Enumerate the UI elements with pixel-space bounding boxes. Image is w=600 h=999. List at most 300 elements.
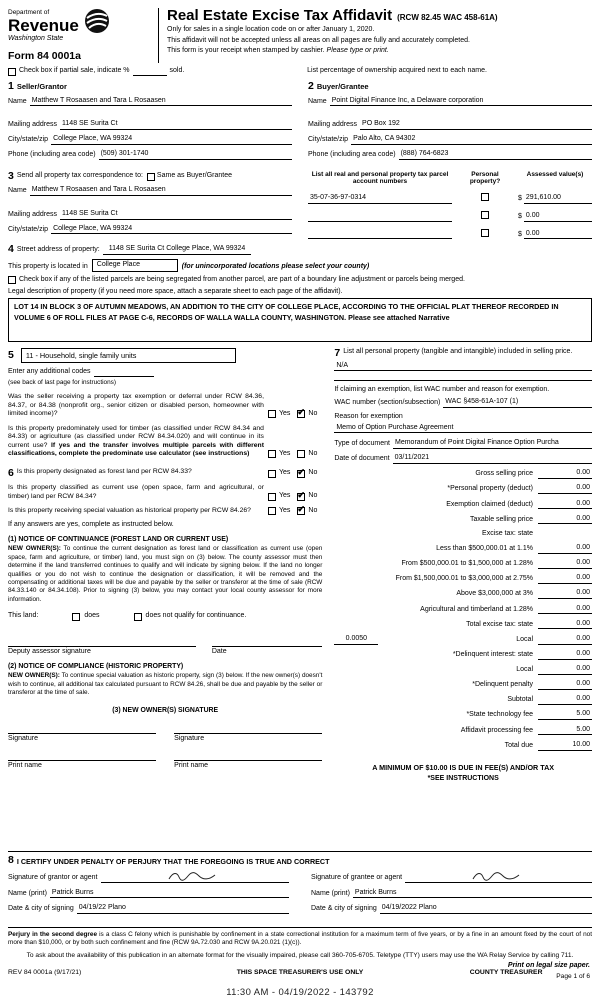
grantor-name-label: Name (print) (8, 889, 47, 897)
signature-label: Signature (8, 735, 38, 743)
grantee-certify-col (311, 871, 592, 921)
money-value-field[interactable]: 5.00 (538, 726, 592, 736)
money-label: *Delinquent penalty (472, 681, 533, 689)
personal-property-checkbox-2[interactable] (481, 211, 489, 219)
reason-field[interactable]: Memo of Option Purchase Agreement (334, 424, 592, 434)
grantor-signature-icon (167, 871, 223, 882)
timber-question-text: Is this property predominately used for timber (as classified under RCW 84.34 and 84.33) or agriculture (as classified under RCW 84.34.020) and will continue in its current use? (8, 424, 264, 449)
new-owner-signatures (8, 723, 322, 777)
checkbox-mark: ✔ (297, 466, 305, 477)
money-row-subtotal (334, 695, 592, 705)
seller-city-row (8, 135, 292, 145)
money-value-field[interactable]: 0.00 (538, 469, 592, 479)
seller-phone-field[interactable]: (509) 301-1740 (99, 150, 292, 160)
parcel-numbers-header: List all real and personal property tax parcel account numbers (311, 170, 449, 186)
does-not-label: does not qualify for continuance. (145, 612, 247, 620)
money-label: Agricultural and timberland at 1.28% (420, 605, 533, 613)
personal-property-checkbox-3[interactable] (481, 229, 489, 237)
money-row-exemption-deduct (334, 500, 592, 510)
page-title: Real Estate Excise Tax Affidavit (167, 7, 393, 24)
timber-answers (268, 450, 322, 459)
buyer-mailing-row (308, 120, 592, 130)
minimum-due-note: A MINIMUM OF $10.00 IS DUE IN FEE(S) AND/OR TAX (372, 762, 555, 772)
section-1-number: 1 (8, 80, 14, 92)
money-label: Less than $500,000.01 at 1.1% (436, 544, 533, 552)
historic-question-row (8, 504, 322, 516)
located-label: This property is located in (8, 262, 88, 270)
buyer-mailing-label: Mailing address (308, 121, 358, 129)
money-value-field[interactable]: 0.00 (538, 574, 592, 584)
timber-question-bold: If yes and the transfer involves multiple parcels with different classifications, complete the predominate use calculator (see instructions) (8, 441, 264, 458)
buyer-mailing-field[interactable]: PO Box 192 (360, 120, 592, 130)
grantee-date-field[interactable]: 04/19/2022 Plano (380, 904, 592, 914)
correspondence-mailing-field[interactable]: 1148 SE Surita Ct (60, 210, 292, 220)
exemption-yes-checkbox[interactable] (268, 410, 276, 418)
county-treasurer-label: COUNTY TREASURER (469, 969, 543, 977)
timber-question (8, 425, 264, 459)
header-note-3 (167, 47, 592, 56)
money-value-field[interactable]: 0.00 (538, 620, 592, 630)
yes-label: Yes (278, 449, 291, 457)
doc-type-row (334, 439, 592, 449)
street-address-row (8, 244, 592, 255)
form-header (8, 8, 592, 63)
assessed-value-cell-2 (518, 212, 592, 222)
doc-date-field[interactable]: 03/11/2021 (393, 454, 592, 464)
money-row-delinquent-interest-state (334, 650, 592, 660)
money-label: Local (516, 635, 533, 643)
correspondence-mailing-row (8, 210, 292, 220)
agency-wordmark (8, 8, 152, 44)
checkbox-mark: ✔ (297, 504, 305, 515)
money-value-field[interactable]: 0.00 (538, 500, 592, 510)
exemption-no-checkbox[interactable] (297, 407, 305, 418)
new-owner-signature-field-2[interactable] (174, 723, 322, 734)
doc-date-row (334, 454, 592, 464)
print-size-note: Print on legal size paper. (507, 962, 590, 970)
assessed-value-field-1[interactable]: 291,610.00 (524, 194, 592, 204)
certify-header (8, 855, 592, 866)
legal-description-label: Legal description of property (if you need more space, attach a separate sheet to each page of the affidavit). (8, 288, 343, 296)
header-note-1: Only for sales in a single location code on or after January 1, 2020. (167, 25, 375, 33)
grantor-date-label: Date & city of signing (8, 905, 74, 913)
buyer-phone-row (308, 150, 592, 160)
personal-property-checkbox-1[interactable] (481, 193, 489, 201)
new-owner-signature-field-1[interactable] (8, 723, 156, 734)
money-value-field[interactable]: 5.00 (538, 710, 592, 720)
forest-land-question-row (8, 468, 322, 479)
forest-land-answers (268, 466, 322, 478)
personal-property-field-2[interactable] (334, 371, 592, 381)
current-use-yes-checkbox[interactable] (268, 493, 276, 501)
current-use-answers (268, 489, 322, 501)
notice-1-title: (1) NOTICE OF CONTINUANCE (FOREST LAND OR CURRENT USE) (8, 535, 229, 543)
correspondence-header (8, 171, 292, 182)
correspondence-name-field[interactable]: Matthew T Rosaasen and Tara L Rosaasen (30, 186, 292, 196)
buyer-name-row (308, 97, 592, 107)
agency-block (8, 8, 158, 63)
section-3-number: 3 (8, 169, 14, 182)
cashier-stamp: 11:30 AM - 04/19/2022 - 143792 (226, 986, 374, 998)
money-label: Excise tax: state (482, 529, 533, 537)
money-row-technology-fee (334, 710, 592, 720)
buyer-city-row (308, 135, 592, 145)
seller-mailing-row (8, 120, 292, 130)
assessed-value-cell-3 (518, 230, 592, 240)
dept-sub: Washington State (8, 35, 64, 43)
legal-description-field[interactable]: LOT 14 IN BLOCK 3 OF AUTUMN MEADOWS, AN ADDITION TO THE CITY OF COLLEGE PLACE, ACCORDING TO THE OFFICIAL PLAT THEREOF RECORDED IN VOLUME 6 OF ROLL FILES AT PAGE C-6, RECORDS OF WALLA WALLA COUNTY, WASHINGTON. Please see attached Narrative (8, 298, 592, 342)
grantor-signature-row (8, 871, 289, 883)
deputy-date-field[interactable] (212, 637, 323, 647)
checkbox-mark: ✔ (297, 489, 305, 500)
money-row-processing-fee (334, 726, 592, 736)
money-value-field[interactable]: 0.00 (538, 605, 592, 615)
money-label: Affidavit processing fee (460, 726, 533, 734)
does-checkbox[interactable] (72, 613, 80, 621)
current-use-no-checkbox[interactable] (297, 489, 305, 501)
parties-row (8, 81, 592, 165)
grantee-signature-label: Signature of grantee or agent (311, 873, 403, 881)
notice-2-lead: NEW OWNER(S): (8, 672, 60, 680)
historic-no-checkbox[interactable] (297, 504, 305, 515)
parcel-table (308, 171, 592, 240)
correspondence-row (8, 171, 592, 240)
money-row-tier4 (334, 589, 592, 599)
seller-name-field[interactable]: Matthew T Rosaasen and Tara L Rosaasen (30, 97, 292, 107)
deputy-signature-field[interactable] (8, 637, 196, 647)
buyer-city-field[interactable]: Palo Alto, CA 94302 (351, 135, 592, 145)
use-code-row (8, 348, 322, 363)
new-owner-sig-cell-2 (174, 723, 322, 750)
correspondence-mailing-label: Mailing address (8, 210, 58, 218)
checkbox-mark: ✔ (297, 407, 305, 418)
money-row-gross (334, 469, 592, 479)
historic-yes-checkbox[interactable] (268, 507, 276, 515)
notice-1-lead: NEW OWNER(S): (8, 545, 61, 553)
wac-number-field[interactable]: WAC §458-61A-107 (1) (443, 398, 592, 408)
currency-symbol: $ (518, 195, 522, 203)
parcel-number-field-3[interactable] (308, 229, 452, 239)
section-7-number: 7 (334, 347, 341, 360)
money-label: From $500,000.01 to $1,500,000 at 1.28% (401, 560, 533, 568)
seller-phone-label: Phone (including area code) (8, 150, 96, 158)
seller-title: Seller/Grantor (16, 82, 67, 92)
street-address-field[interactable]: 1148 SE Surita Ct College Place, WA 99324 (103, 245, 252, 255)
certify-section (8, 851, 592, 920)
current-use-question: Is this property classified as current use (open space, farm and agricultural, or timber) land per RCW 84.34? (8, 484, 264, 500)
money-value-field[interactable]: 0.00 (538, 559, 592, 569)
seller-mailing-label: Mailing address (8, 121, 58, 129)
money-row-total-state (334, 620, 592, 630)
personal-property-row (334, 348, 592, 359)
parcel-check-cell (460, 193, 510, 204)
money-value-field[interactable]: 0.00 (538, 544, 592, 554)
grantor-date-row (8, 904, 289, 914)
yes-label: Yes (278, 507, 291, 515)
notice-2-title: (2) NOTICE OF COMPLIANCE (HISTORIC PROPERTY) (8, 662, 184, 670)
doc-date-label: Date of document (334, 455, 390, 463)
seller-header (8, 81, 292, 92)
money-label: *Personal property (deduct) (447, 485, 533, 493)
new-owner-print-cell-2 (174, 750, 322, 777)
this-land-label: This land: (8, 612, 39, 620)
grantor-signature-field[interactable] (101, 871, 289, 883)
right-column (334, 348, 592, 844)
money-label: Exemption claimed (deduct) (446, 500, 533, 508)
money-row-delinquent-interest-local (334, 665, 592, 675)
money-value-field[interactable]: 0.00 (538, 695, 592, 705)
see-instructions-note: *SEE INSTRUCTIONS (427, 774, 499, 782)
buyer-phone-field[interactable]: (888) 764-6823 (399, 150, 592, 160)
exemption-answers (268, 407, 322, 419)
no-label: No (308, 469, 318, 477)
money-label: Total due (504, 741, 533, 749)
does-not-checkbox[interactable] (134, 613, 142, 621)
timber-yes-checkbox[interactable] (268, 450, 276, 458)
money-value-field[interactable]: 0.00 (538, 589, 592, 599)
located-note: (for unincorporated locations please select your county) (181, 262, 370, 270)
seller-city-field[interactable]: College Place, WA 99324 (51, 135, 292, 145)
correspondence-city-field[interactable]: College Place, WA 99324 (51, 225, 292, 235)
grantee-date-row (311, 904, 592, 914)
correspondence-section (8, 171, 292, 240)
street-address-label: Street address of property: (16, 246, 100, 254)
title-rcw-ref: (RCW 82.45 WAC 458-61A) (397, 13, 498, 22)
parcel-number-field-1[interactable]: 35-07-36-97-0314 (308, 194, 452, 204)
deputy-signature-label: Deputy assessor signature (8, 648, 91, 656)
if-yes-note: If any answers are yes, complete as instructed below. (8, 520, 174, 528)
money-value-field[interactable]: 0.00 (538, 635, 592, 645)
new-owner-print-field-2[interactable] (174, 750, 322, 761)
money-row-tier3 (334, 574, 592, 584)
wac-label: WAC number (section/subsection) (334, 399, 441, 407)
grantee-name-row (311, 889, 592, 899)
title-block (158, 8, 592, 63)
segregated-row (8, 276, 592, 285)
located-county-select[interactable]: College Place (92, 259, 178, 272)
money-row-total-due (334, 741, 592, 751)
assessed-value-cell-1 (518, 194, 592, 204)
dept-prefix: Department of (8, 9, 50, 16)
money-row-local (334, 635, 592, 645)
money-value-field[interactable]: 0.00 (538, 515, 592, 525)
print-name-label: Print name (8, 762, 42, 770)
currency-symbol: $ (518, 230, 522, 238)
buyer-title: Buyer/Grantee (316, 82, 369, 92)
segregated-label: Check box if any of the listed parcels are being segregated from another parcel, are part of a boundary line adjustment or parcels being merged. (19, 275, 465, 283)
no-label: No (308, 507, 318, 515)
partial-sale-left (8, 67, 307, 76)
deputy-date-label: Date (211, 648, 227, 656)
money-row-tier1 (334, 544, 592, 554)
perjury-text: is a class C felony which is punishable by confinement in a state correctional institution for a maximum term of five years, or by a fine in an amount fixed by the court of not more than $10,000, or by both such confinement and fine (RCW 9A.72.030 and RCW 9A.20.021 (1)(c)). (8, 931, 592, 947)
money-label: *Delinquent interest: state (452, 650, 533, 658)
header-note-2: This affidavit will not be accepted unless all areas on all pages are fully and accurately completed. (167, 36, 470, 44)
yes-label: Yes (278, 492, 291, 500)
partial-sale-label: Check box if partial sale, indicate % (19, 67, 130, 75)
money-row-personal-deduct (334, 484, 592, 494)
section-5-number: 5 (8, 349, 14, 362)
assessed-value-header: Assessed value(s) (526, 170, 584, 178)
land-use-code-select[interactable]: 11 - Household, single family units (21, 348, 236, 363)
personal-property-header: Personal property? (469, 170, 501, 186)
no-label: No (308, 492, 318, 500)
correspondence-city-row (8, 225, 292, 235)
parcel-check-cell (460, 211, 510, 222)
see-back-note: (see back of last page for instructions) (8, 379, 116, 387)
buyer-name-field[interactable]: Point Digital Finance Inc, a Delaware corporation (330, 97, 592, 107)
money-label: Total excise tax: state (466, 620, 533, 628)
partial-sale-percent-field[interactable] (133, 67, 167, 76)
signature-label: Signature (174, 735, 205, 743)
revenue-logo-icon (84, 8, 110, 34)
doc-type-label: Type of document (334, 440, 390, 448)
rev-number: REV 84 0001a (9/17/21) (8, 969, 82, 977)
money-value-field[interactable]: 0.00 (538, 665, 592, 675)
deputy-row (8, 637, 322, 657)
accessibility-paragraph: To ask about the availability of this publication in an alternate format for the visually impaired, please call 360-705-6705. Teletype (TTY) users may use the WA Relay Service by calling 711. (26, 951, 574, 959)
property-section (8, 244, 592, 342)
main-columns (8, 348, 592, 844)
money-row-tier2 (334, 559, 592, 569)
deputy-date-col (212, 637, 323, 657)
notice-3-title: (3) NEW OWNER(S) SIGNATURE (112, 706, 219, 714)
seller-name-label: Name (8, 97, 27, 105)
parcel-check-cell (460, 229, 510, 240)
assessed-value-field-3[interactable]: 0.00 (524, 230, 592, 240)
grantee-name-label: Name (print) (311, 889, 350, 897)
additional-codes-field[interactable] (94, 368, 154, 377)
wac-row (334, 398, 592, 408)
treasurer-space-label: THIS SPACE TREASURER'S USE ONLY (236, 969, 364, 977)
exemption-question: Was the seller receiving a property tax exemption or deferral under RCW 84.36, 84.37, or 84.38 (nonprofit org., senior citizen or disabled person, homeowner with limited income)? (8, 393, 264, 418)
seller-mailing-field[interactable]: 1148 SE Surita Ct (60, 120, 292, 130)
buyer-header (308, 81, 592, 92)
personal-property-label: List all personal property (tangible and intangible) included in selling price. (343, 348, 573, 356)
grantor-certify-col (8, 871, 289, 921)
notice-1-text: To continue the current designation as forest land or classification as current use (open space, farm and agriculture, or timber) land, you must sign on (3) below. The county assessor must then determine if the land transferred continues to qualify and will indicate by signing below. If the land no longer qualifies or you do not wish to continue the designation or classification, it will be removed and the compensating or additional taxes will be due and payable by the seller or transferor at the time of sale (RCW 84.33.140 or 84.34.108). Prior to signing (3) below, you may contact your local county assessor for more information. (8, 545, 323, 603)
grantee-signature-icon (471, 871, 527, 882)
section-6-number: 6 (8, 466, 14, 479)
no-label: No (308, 409, 318, 417)
seller-section (8, 81, 292, 165)
same-as-buyer-checkbox[interactable] (147, 173, 155, 181)
forest-yes-checkbox[interactable] (268, 470, 276, 478)
new-owner-sig-cell-1 (8, 723, 156, 750)
parcel-grid (308, 171, 592, 240)
print-name-label: Print name (174, 762, 209, 770)
new-owner-print-cell-1 (8, 750, 156, 777)
deputy-signature-col (8, 637, 196, 657)
money-value-field[interactable]: 10.00 (538, 741, 592, 751)
exemption-note: If claiming an exemption, list WAC number and reason for exemption. (334, 386, 550, 394)
segregated-checkbox[interactable] (8, 276, 16, 284)
new-owner-print-field-1[interactable] (8, 750, 156, 761)
correspondence-name-row (8, 186, 292, 196)
agency-text (8, 8, 79, 44)
grantee-date-label: Date & city of signing (311, 905, 377, 913)
grantee-signature-row (311, 871, 592, 883)
form-number: Form 84 0001a (8, 49, 81, 62)
money-label: Gross selling price (475, 470, 533, 478)
yes-label: Yes (278, 409, 291, 417)
personal-property-field[interactable]: N/A (334, 362, 592, 372)
grantor-name-field[interactable]: Patrick Burns (50, 889, 289, 899)
money-value-field[interactable]: 0.00 (538, 680, 592, 690)
money-label: *State technology fee (466, 711, 533, 719)
footer-row (8, 969, 592, 977)
additional-codes-label: Enter any additional codes (8, 368, 91, 376)
grantor-name-row (8, 889, 289, 899)
certify-grid (8, 871, 592, 921)
timber-no-checkbox[interactable] (297, 450, 305, 458)
title-row (167, 8, 592, 24)
money-label: Above $3,000,000 at 3% (456, 590, 533, 598)
money-row-agricultural (334, 605, 592, 615)
partial-sale-checkbox[interactable] (8, 68, 16, 76)
does-label: does (84, 612, 100, 620)
money-label: From $1,500,000.01 to $3,000,000 at 2.75% (395, 575, 533, 583)
yes-label: Yes (278, 469, 291, 477)
money-label: Taxable selling price (469, 515, 533, 523)
partial-sale-row (8, 67, 592, 76)
doc-type-field[interactable]: Memorandum of Point Digital Finance Option Purcha (393, 439, 592, 449)
parcel-number-field-2[interactable] (308, 212, 452, 222)
grantor-date-field[interactable]: 04/19/22 Plano (77, 904, 289, 914)
assessed-value-field-2[interactable]: 0.00 (524, 212, 592, 222)
buyer-section (308, 81, 592, 165)
correspondence-label: Send all property tax correspondence to: (16, 172, 143, 180)
grantee-signature-field[interactable] (405, 871, 592, 883)
money-value-field[interactable]: 0.00 (538, 650, 592, 660)
notice-2-body (8, 672, 322, 697)
additional-codes-row (8, 368, 322, 377)
seller-name-row (8, 97, 292, 107)
historic-question: Is this property receiving special valuation as historical property per RCW 84.26? (8, 507, 251, 515)
grantee-name-field[interactable]: Patrick Burns (353, 889, 592, 899)
buyer-phone-label: Phone (including area code) (308, 150, 396, 158)
exemption-question-row (8, 393, 322, 418)
section-8-number: 8 (8, 854, 14, 867)
money-label: Local (516, 666, 533, 674)
money-label: Subtotal (507, 696, 533, 704)
correspondence-city-label: City/state/zip (8, 225, 49, 233)
perjury-lead: Perjury in the second degree (8, 931, 97, 939)
money-row-taxable (334, 515, 592, 525)
notice-1-body (8, 545, 322, 604)
buyer-name-label: Name (308, 97, 327, 105)
forest-land-question-wrap (8, 468, 264, 479)
perjury-paragraph (8, 927, 592, 948)
page-number: Page 1 of 6 (556, 972, 590, 980)
type-or-print-note: Please type or print. (326, 47, 389, 55)
section-2-number: 2 (308, 80, 314, 92)
seller-city-label: City/state/zip (8, 136, 49, 143)
partial-sale-suffix: sold. (169, 67, 185, 75)
no-label: No (308, 449, 318, 457)
same-as-buyer-label: Same as Buyer/Grantee (156, 172, 233, 180)
local-rate-field[interactable]: 0.0050 (334, 635, 378, 645)
dept-name: Revenue (8, 16, 79, 36)
money-value-field[interactable]: 0.00 (538, 484, 592, 494)
located-row (8, 259, 592, 272)
correspondence-name-label: Name (8, 187, 27, 194)
forest-land-question: Is this property designated as forest land per RCW 84.33? (16, 467, 192, 475)
current-use-question-row (8, 484, 322, 501)
forest-no-checkbox[interactable] (297, 466, 305, 478)
seller-phone-row (8, 150, 292, 160)
header-note-3-text: This form is your receipt when stamped by cashier. (167, 47, 325, 55)
